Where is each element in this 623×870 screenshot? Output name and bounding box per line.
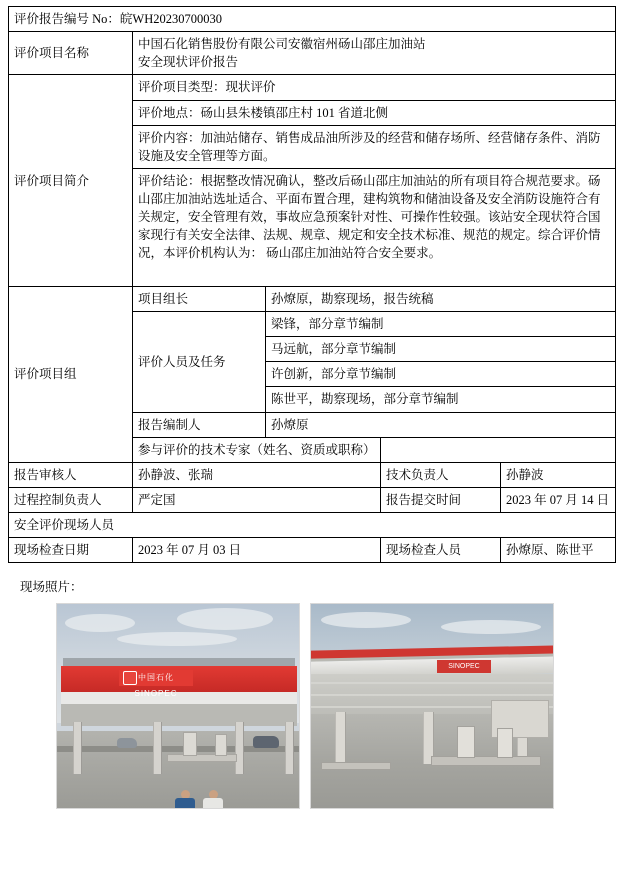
- team-member-value: 许创新，部分章节编制: [266, 362, 616, 387]
- inspect-date-label: 现场检查日期: [9, 538, 133, 563]
- photo-pump-island: [321, 762, 391, 770]
- photo-fuel-dispenser: [497, 728, 513, 758]
- photo-fuel-dispenser: [183, 732, 197, 756]
- brief-place-value: 评价地点：砀山县朱楼镇邵庄村 101 省道北侧: [133, 100, 616, 125]
- brief-label: 评价项目简介: [9, 75, 133, 287]
- sinopec-logo-icon: 中国石化 SINOPEC: [119, 670, 193, 686]
- photo-ceiling-line: [311, 694, 553, 696]
- team-label: 评价项目组: [9, 286, 133, 462]
- photo-ceiling-line: [311, 682, 553, 684]
- site-photo-canopy-front: [56, 603, 300, 809]
- tech-lead-value: 孙静波: [501, 462, 616, 487]
- tech-lead-label: 技术负责人: [381, 462, 501, 487]
- reviewer-label: 报告审核人: [9, 462, 133, 487]
- team-members-label: 评价人员及任务: [133, 312, 266, 413]
- table-row-project-name: [9, 32, 616, 75]
- project-name-value: [133, 32, 616, 75]
- submit-time-label: 报告提交时间: [381, 487, 501, 512]
- experts-value: [381, 437, 616, 462]
- table-row-title: [9, 7, 616, 32]
- photos-label: 现场照片：: [20, 580, 83, 595]
- table-row-reviewer: [9, 462, 616, 487]
- sinopec-badge-icon: [123, 671, 137, 685]
- table-row-team-leader: [9, 286, 616, 311]
- photo-column: [285, 722, 294, 774]
- table-row-inspection: [9, 538, 616, 563]
- team-member-value: 马远航，部分章节编制: [266, 337, 616, 362]
- site-photo-canopy-side: [310, 603, 554, 809]
- inspect-people-label: 现场检查人员: [381, 538, 501, 563]
- photo-column: [73, 722, 82, 774]
- team-leader-label: 项目组长: [133, 286, 266, 311]
- photo-person-body: [175, 798, 195, 809]
- inspect-people-value: 孙燎原、陈世平: [501, 538, 616, 563]
- team-member-value: 陈世平，勘察现场，部分章节编制: [266, 387, 616, 412]
- process-lead-label: 过程控制负责人: [9, 487, 133, 512]
- photo-fuel-dispenser: [215, 734, 227, 756]
- photo-fuel-dispenser: [457, 726, 475, 758]
- report-writer-label: 报告编制人: [133, 412, 266, 437]
- report-number-title: 评价报告编号 No：皖WH20230700030: [9, 7, 616, 32]
- table-row-brief-type: [9, 75, 616, 100]
- table-row-process-lead: [9, 487, 616, 512]
- photos-row: [8, 603, 615, 809]
- process-lead-value: 严定国: [133, 487, 381, 512]
- report-writer-value: 孙燎原: [266, 412, 616, 437]
- photo-column: [153, 722, 162, 774]
- table-row-onsite-header: [9, 513, 616, 538]
- photo-person-body: [203, 798, 223, 809]
- reviewer-value: 孙静波、张瑞: [133, 462, 381, 487]
- submit-time-value: 2023 年 07 月 14 日: [501, 487, 616, 512]
- photo-vehicle: [253, 736, 279, 748]
- project-name-line1: 中国石化销售股份有限公司安徽宿州砀山邵庄加油站: [138, 37, 426, 52]
- photo-column: [235, 722, 244, 774]
- experts-label: 参与评价的技术专家（姓名、资质或职称）: [133, 437, 381, 462]
- sinopec-logo-icon: SINOPEC: [437, 660, 491, 673]
- report-cover-table: [8, 6, 616, 563]
- team-leader-value: 孙燎原，勘察现场，报告统稿: [266, 286, 616, 311]
- team-member-value: 梁锋，部分章节编制: [266, 312, 616, 337]
- photo-canopy-underside: [61, 704, 297, 726]
- inspect-date-value: 2023 年 07 月 03 日: [133, 538, 381, 563]
- photo-pump-island: [431, 756, 541, 766]
- brief-content-value: 评价内容：加油站储存、销售成品油所涉及的经营和储存场所、经营储存条件、消防设施及安全管理等方面。: [133, 125, 616, 168]
- photo-canopy-band: [61, 692, 297, 704]
- project-name-line2: 安全现状评价报告: [138, 55, 239, 70]
- project-name-label: 评价项目名称: [9, 32, 133, 75]
- brief-conclusion-value: 评价结论：根据整改情况确认，整改后砀山邵庄加油站的所有项目符合规范要求。砀山邵庄加油站选址适合、平面布置合理，建构筑物和储油设备及安全消防设施符合有关规定，安全管理有效，事故应急预案针对性、可操作性较强。该站安全现状符合国家现行有关安全法律、法规、规章、规定和安全技术标准、规范的规定。综合评价情况，本评价机构认为： 砀山邵庄加油站符合安全要求。: [133, 168, 616, 286]
- brief-type-value: 评价项目类型：现状评价: [133, 75, 616, 100]
- photo-vehicle: [117, 738, 137, 748]
- onsite-header: 安全评价现场人员: [9, 513, 616, 538]
- photo-column: [335, 712, 346, 764]
